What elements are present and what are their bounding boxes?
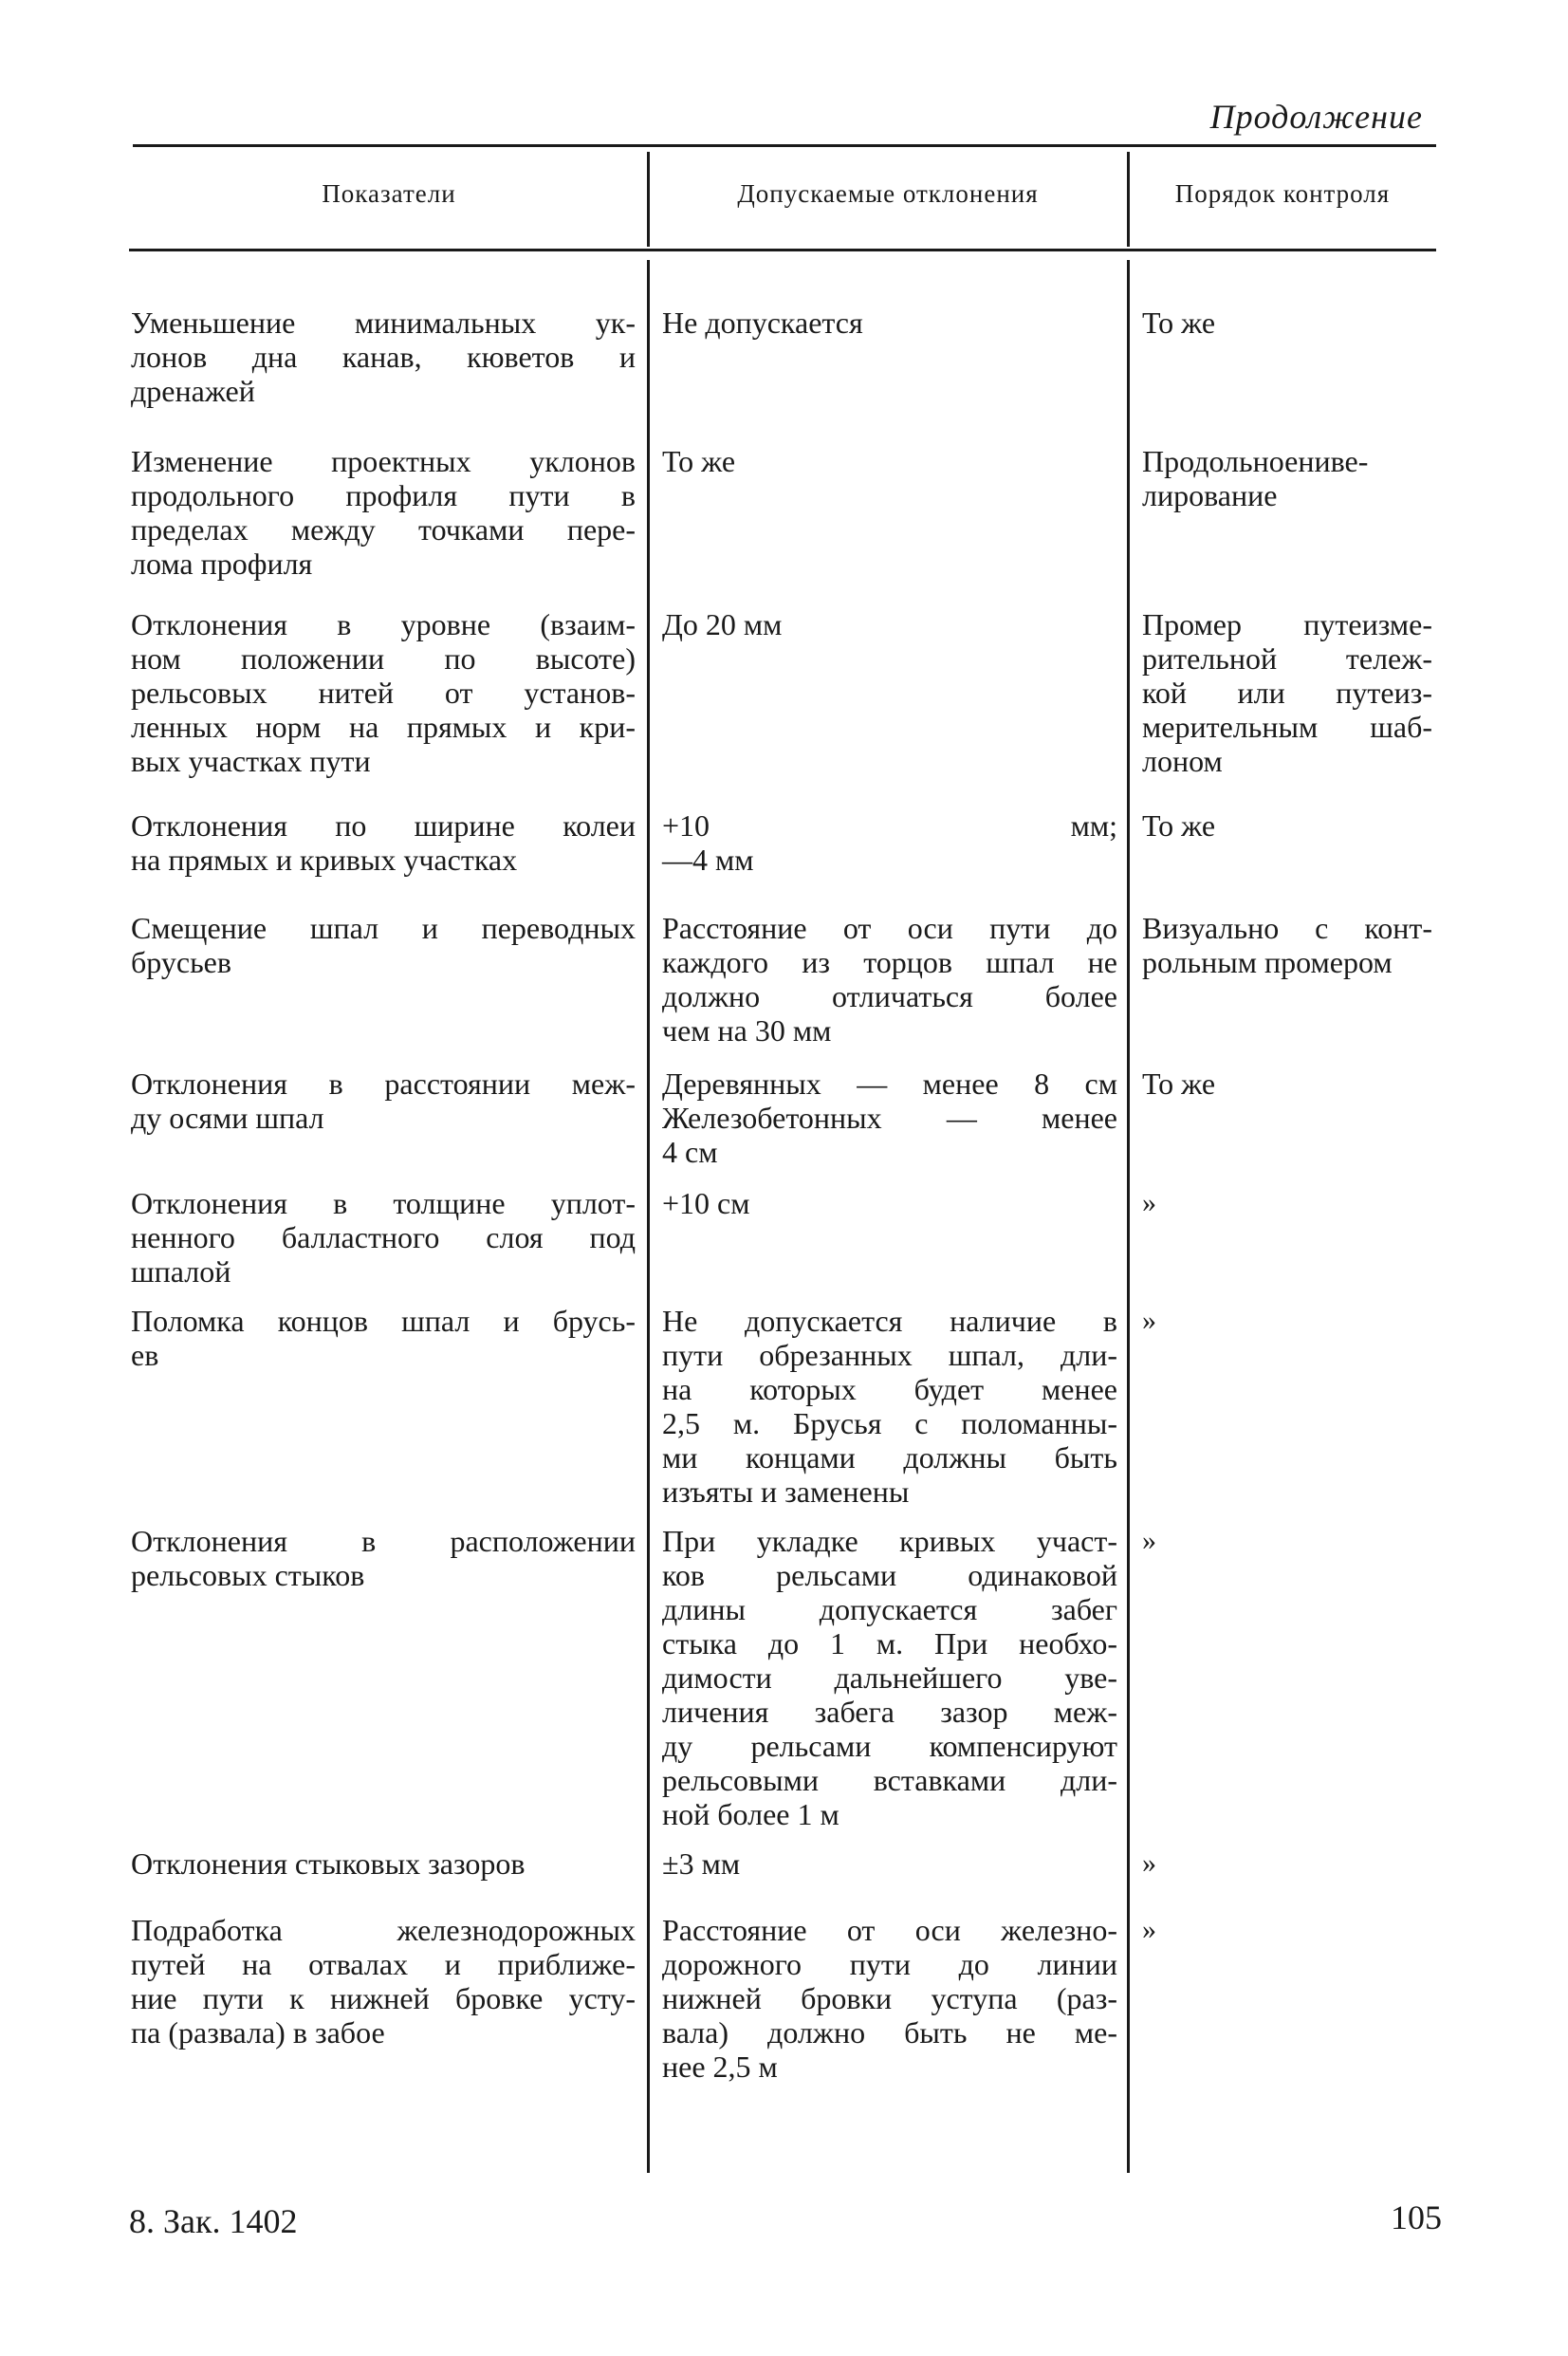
header-divider-2 [1127, 152, 1130, 247]
deviation-cell [662, 1913, 1117, 2084]
body-divider-2 [1127, 260, 1130, 2173]
indicator-cell [131, 1524, 636, 1592]
indicator-cell-line: Отклонения стыковых зазоров [131, 1846, 526, 1881]
indicator-cell [131, 1913, 636, 2050]
deviation-cell [662, 1846, 1117, 1881]
deviation-cell [662, 607, 1117, 641]
deviation-cell-line: изъяты и заменены [662, 1475, 910, 1509]
control-cell-line: » [1142, 1187, 1156, 1218]
deviation-cell-line: Расстояние от оси железно- [662, 1913, 1117, 1947]
control-cell [1142, 1524, 1432, 1558]
control-cell-line: кой или путеиз- [1142, 676, 1432, 710]
deviation-cell-line: чем на 30 мм [662, 1013, 832, 1048]
deviation-cell-line: нее 2,5 м [662, 2050, 778, 2084]
indicator-cell-line: Отклонения по ширине колеи [131, 808, 636, 843]
deviation-cell-line: Не допускается наличие в [662, 1304, 1117, 1338]
deviation-cell-line: До 20 мм [662, 607, 783, 641]
header-bottom-rule [129, 249, 1436, 251]
deviation-cell-line: стыка до 1 м. При необхо- [662, 1626, 1117, 1660]
control-cell-line: » [1142, 1847, 1156, 1879]
indicator-cell-line: брусьев [131, 945, 231, 979]
control-cell [1142, 1913, 1432, 1947]
control-cell-line: » [1142, 1305, 1156, 1336]
control-cell [1142, 1304, 1432, 1338]
deviation-cell-line: +10 см [662, 1186, 750, 1220]
indicator-cell-line: Изменение проектных уклонов [131, 444, 636, 478]
deviation-cell-line: Расстояние от оси пути до [662, 911, 1117, 945]
indicator-cell-line: лома профиля [131, 547, 313, 581]
deviation-cell-line: Не допускается [662, 306, 863, 340]
column-header-deviations: Допускаемые отклонения [737, 179, 1039, 208]
deviation-cell [662, 1524, 1117, 1831]
deviation-cell-line: —4 мм [662, 843, 754, 877]
indicator-cell-line: вых участках пути [131, 744, 371, 778]
control-cell-line: лирование [1142, 478, 1278, 512]
deviation-cell-line: на которых будет менее [662, 1372, 1117, 1406]
indicator-cell-line: Поломка концов шпал и брусь- [131, 1304, 636, 1338]
indicator-cell-line: Отклонения в уровне (взаим- [131, 607, 636, 641]
deviation-cell-line: димости дальнейшего уве- [662, 1660, 1117, 1695]
control-cell-line: рольным промером [1142, 945, 1393, 979]
control-cell-line: Визуально с конт- [1142, 911, 1432, 945]
deviation-cell-line: +10 мм; [662, 808, 1117, 843]
deviation-cell-line: вала) должно быть не ме- [662, 2015, 1117, 2050]
control-cell-line: То же [1142, 1067, 1216, 1101]
deviation-cell-line: При укладке кривых участ- [662, 1524, 1117, 1558]
deviation-cell-line: рельсовыми вставками дли- [662, 1763, 1117, 1797]
control-cell-line: » [1142, 1914, 1156, 1945]
deviation-cell-line: 4 см [662, 1135, 718, 1169]
control-cell [1142, 1067, 1432, 1101]
control-cell-line: Промер путеизме- [1142, 607, 1432, 641]
deviation-cell [662, 1067, 1117, 1169]
indicator-cell-line: ленных норм на прямых и кри- [131, 710, 636, 744]
control-cell-line: мерительным шаб- [1142, 710, 1432, 744]
indicator-cell [131, 1067, 636, 1135]
deviation-cell [662, 911, 1117, 1048]
control-cell-line: » [1142, 1525, 1156, 1556]
deviation-cell-line: каждого из торцов шпал не [662, 945, 1117, 979]
control-cell-line: рительной тележ- [1142, 641, 1432, 676]
indicator-cell [131, 444, 636, 581]
indicator-cell-line: лонов дна канав, кюветов и [131, 340, 636, 374]
indicator-cell-line: ние пути к нижней бровке усту- [131, 1981, 636, 2015]
deviation-cell-line: длины допускается забег [662, 1592, 1117, 1626]
deviation-cell [662, 306, 1117, 340]
continued-label: Продолжение [1209, 98, 1423, 136]
indicator-cell-line: Отклонения в расположении [131, 1524, 636, 1558]
indicator-cell-line: Смещение шпал и переводных [131, 911, 636, 945]
control-cell [1142, 808, 1432, 843]
indicator-cell-line: рельсовых стыков [131, 1558, 365, 1592]
control-cell-line: То же [1142, 808, 1216, 843]
indicator-cell [131, 1846, 636, 1881]
indicator-cell [131, 607, 636, 778]
deviation-cell-line: ной более 1 м [662, 1797, 839, 1831]
indicator-cell-line: ду осями шпал [131, 1101, 324, 1135]
control-cell [1142, 1846, 1432, 1881]
deviation-cell [662, 808, 1117, 877]
deviation-cell-line: ду рельсами компенсируют [662, 1729, 1117, 1763]
deviation-cell-line: должно отличаться более [662, 979, 1117, 1013]
deviation-cell-line: личения забега зазор меж- [662, 1695, 1117, 1729]
indicator-cell-line: ев [131, 1338, 159, 1372]
indicator-cell [131, 1186, 636, 1289]
indicator-cell-line: Подработка железнодорожных [131, 1913, 636, 1947]
deviation-cell-line: Железобетонных — менее [662, 1101, 1117, 1135]
deviation-cell-line: нижней бровки уступа (раз- [662, 1981, 1117, 2015]
deviation-cell-line: дорожного пути до линии [662, 1947, 1117, 1981]
indicator-cell [131, 306, 636, 408]
indicator-cell-line: ном положении по высоте) [131, 641, 636, 676]
indicator-cell-line: Отклонения в толщине уплот- [131, 1186, 636, 1220]
control-cell-line: лоном [1142, 744, 1223, 778]
top-rule [133, 144, 1436, 147]
indicator-cell-line: пределах между точками пере- [131, 512, 636, 547]
indicator-cell-line: путей на отвалах и приближе- [131, 1947, 636, 1981]
column-header-indicators: Показатели [322, 179, 456, 208]
indicator-cell [131, 1304, 636, 1372]
control-cell [1142, 306, 1432, 340]
deviation-cell-line: 2,5 м. Брусья с поломанны- [662, 1406, 1117, 1440]
indicator-cell [131, 808, 636, 877]
deviation-cell [662, 444, 1117, 478]
deviation-cell [662, 1186, 1117, 1220]
deviation-cell-line: То же [662, 444, 736, 478]
print-order-note: 8. Зак. 1402 [129, 2202, 298, 2240]
deviation-cell [662, 1304, 1117, 1509]
indicator-cell-line: Отклонения в расстоянии меж- [131, 1067, 636, 1101]
indicator-cell-line: дренажей [131, 374, 255, 408]
indicator-cell-line: па (развала) в забое [131, 2015, 385, 2050]
indicator-cell-line: продольного профиля пути в [131, 478, 636, 512]
indicator-cell [131, 911, 636, 979]
control-cell [1142, 911, 1432, 979]
indicator-cell-line: на прямых и кривых участках [131, 843, 518, 877]
indicator-cell-line: Уменьшение минимальных ук- [131, 306, 636, 340]
control-cell-line: Продольноениве- [1142, 444, 1369, 478]
indicator-cell-line: ненного балластного слоя под [131, 1220, 636, 1254]
deviation-cell-line: ±3 мм [662, 1846, 741, 1881]
column-header-control: Порядок контроля [1174, 179, 1391, 208]
deviation-cell-line: Деревянных — менее 8 см [662, 1067, 1117, 1101]
header-divider-1 [647, 152, 650, 247]
deviation-cell-line: пути обрезанных шпал, дли- [662, 1338, 1117, 1372]
control-cell [1142, 444, 1432, 512]
deviation-cell-line: ков рельсами одинаковой [662, 1558, 1117, 1592]
page-number: 105 [1391, 2198, 1442, 2236]
body-divider-1 [647, 260, 650, 2173]
indicator-cell-line: шпалой [131, 1254, 231, 1289]
control-cell [1142, 1186, 1432, 1220]
deviation-cell-line: ми концами должны быть [662, 1440, 1117, 1475]
control-cell-line: То же [1142, 306, 1216, 340]
control-cell [1142, 607, 1432, 778]
indicator-cell-line: рельсовых нитей от установ- [131, 676, 636, 710]
